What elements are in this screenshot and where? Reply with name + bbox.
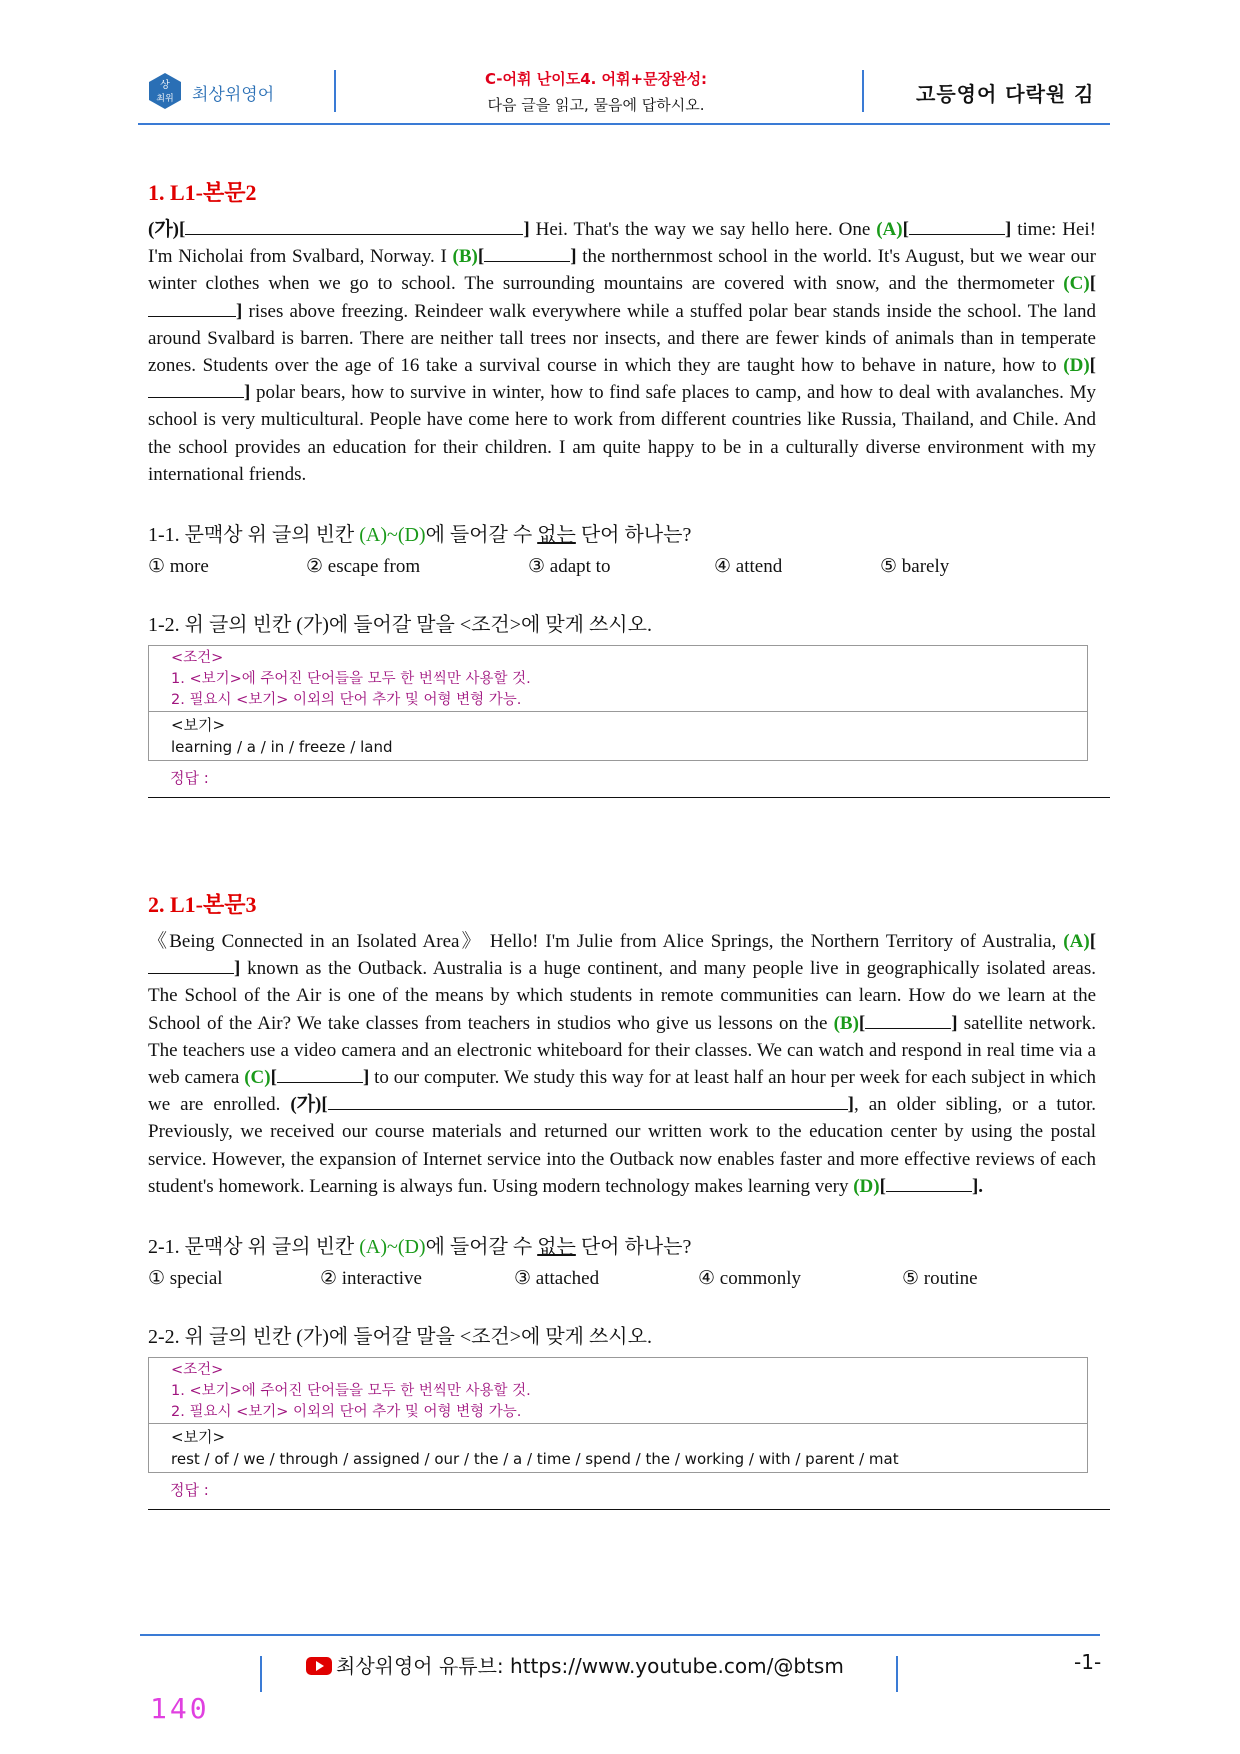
- passage-text: to our computer. We study this way for at least half an hour per week for each subject in which we are enrolled.: [148, 1067, 1097, 1116]
- blank-label: (가): [148, 219, 180, 240]
- svg-text:최위: 최위: [156, 94, 174, 104]
- youtube-icon: [306, 1657, 332, 1675]
- blank-label: (가): [290, 1094, 322, 1116]
- question-2-1: [148, 1230, 1096, 1259]
- blank-label: (C): [244, 1067, 271, 1089]
- passage-text: Hei. That's the way we say hello here. One: [535, 219, 871, 240]
- choice-4[interactable]: ④ attend: [714, 556, 783, 578]
- question-text: 에 들어갈 수: [425, 1236, 533, 1259]
- footer-divider: [260, 1656, 262, 1692]
- word-bank-words: rest / of / we / through / assigned / our / the / a / time / spend / the / working / with / parent / mat: [171, 1450, 899, 1469]
- section-title: 1. L1-본문2: [148, 180, 257, 205]
- answer-label: 정답 :: [170, 1481, 209, 1500]
- answer-blank[interactable]: [328, 1091, 848, 1110]
- question-emphasis: 없는: [537, 524, 576, 547]
- passage-text: time: Hei! I'm Nicholai from Svalbard, Norway. I: [148, 219, 1097, 268]
- question-text: 에 들어갈 수: [425, 524, 533, 547]
- passage-text: the northernmost school in the world. It's August, but we wear our winter clothes when we go to school. The surrounding mountains are covered with snow, and the thermometer: [148, 246, 1096, 295]
- condition-box: [148, 1357, 1088, 1473]
- passage: (가)[ ] Hei. That's the way we say hello here. One (A)[ ] time: Hei! I'm Nicholai from Svalbard, Norway. I (B)[ ] the northernmost school in the world. It's August, but we wear our winter clothes when we go to school. The surrounding mountains are covered with snow, and the thermometer (C)[] rises above freezing. Reindeer walk everywhere while a stuffed polar bear stands inside the school. The land around Svalbard is barren. There are neither tall trees nor insects, and there are fewer kinds of animals than in temperate zones. Students over the age of 16 take a survival course in which they are taught how to behave in nature, how to (D)[] polar bears, how to survive in winter, how to find safe places to camp, and how to deal with avalanches. My school is very multicultural. People have come here to work from different countries like Russia, Thailand, and Chile. And the school provides an education for their children. I am quite happy to be in a culturally diverse environment with my international friends.: [148, 216, 1096, 488]
- choice-1[interactable]: ① special: [148, 1268, 223, 1290]
- section-1: [148, 176, 1096, 798]
- section-2: [148, 888, 1096, 1510]
- condition-box: [148, 645, 1088, 761]
- brand-name: 최상위영어: [192, 85, 275, 105]
- header-course-name: 고등영어 다락원 김: [916, 82, 1095, 106]
- condition-label: <조건>: [171, 1362, 224, 1379]
- answer-line[interactable]: [148, 761, 1110, 798]
- choice-2[interactable]: ② interactive: [320, 1268, 422, 1290]
- svg-text:상: 상: [160, 80, 170, 91]
- answer-line[interactable]: [148, 1473, 1110, 1510]
- section-title: 2. L1-본문3: [148, 892, 257, 917]
- footer-youtube-link[interactable]: [306, 1650, 844, 1679]
- conditions: [149, 1358, 1087, 1424]
- question-emphasis: 없는: [537, 1236, 576, 1259]
- choice-5[interactable]: ⑤ barely: [880, 556, 950, 578]
- question-text: 2-1. 문맥상 위 글의 빈칸: [148, 1236, 355, 1259]
- condition-item: 1. <보기>에 주어진 단어들을 모두 한 번씩만 사용할 것.: [171, 671, 531, 688]
- word-bank: [149, 712, 1087, 760]
- blank-label: (A): [1063, 931, 1090, 952]
- footer-rule: [140, 1634, 1100, 1636]
- question-1-2: 1-2. 위 글의 빈칸 (가)에 들어갈 말을 <조건>에 맞게 쓰시오.: [148, 614, 652, 637]
- answer-blank[interactable]: [886, 1173, 972, 1192]
- answer-blank[interactable]: [185, 216, 523, 235]
- question-text: 1-1. 문맥상 위 글의 빈칸: [148, 524, 355, 547]
- answer-blank[interactable]: [484, 243, 570, 262]
- choice-3[interactable]: ③ adapt to: [528, 556, 611, 578]
- brand-logo-icon: [148, 72, 182, 110]
- condition-label: <조건>: [171, 650, 224, 667]
- blank-label: (D): [853, 1175, 880, 1197]
- blank-label: (C): [1063, 273, 1090, 295]
- choice-1[interactable]: ① more: [148, 556, 209, 578]
- header-rule: [138, 123, 1110, 125]
- answer-blank[interactable]: [865, 1010, 951, 1029]
- word-bank-label: <보기>: [171, 1428, 226, 1447]
- blank-label: (B): [452, 246, 478, 268]
- condition-item: 1. <보기>에 주어진 단어들을 모두 한 번씩만 사용할 것.: [171, 1383, 531, 1400]
- answer-blank[interactable]: [148, 379, 244, 398]
- question-1-1: [148, 518, 1096, 547]
- question-range: (A)~(D): [359, 524, 426, 547]
- passage-text: 《Being Connected in an Isolated Area》 Hello! I'm Julie from Alice Springs, the Northern Territory of Australia,: [148, 931, 1057, 952]
- page-number: -1-: [1074, 1650, 1102, 1674]
- passage-text: known as the Outback. Australia is a huge continent, and many people live in geographically isolated areas. The School of the Air is one of the means by which students in remote communities can learn. How do we learn at the School of the Air? We take classes from teachers in studios who give us lessons on the: [148, 958, 1096, 1034]
- passage-text: polar bears, how to survive in winter, how to find safe places to camp, and how to deal with avalanches. My school is very multicultural. People have come here to work from different countries like Russia, Thailand, and Chile. And the school provides an education for their children. I am quite happy to be in a culturally diverse environment with my international friends.: [148, 382, 1097, 485]
- blank-label: (A): [876, 219, 903, 240]
- question-text: 단어 하나는?: [580, 1236, 692, 1259]
- footer-divider: [896, 1656, 898, 1692]
- choice-4[interactable]: ④ commonly: [698, 1268, 802, 1290]
- word-bank-label: <보기>: [171, 716, 226, 735]
- blank-label: (B): [833, 1012, 859, 1034]
- word-bank: [149, 1424, 1087, 1472]
- answer-blank[interactable]: [277, 1064, 363, 1083]
- header-divider: [862, 70, 864, 112]
- page-header: [0, 0, 1240, 130]
- conditions: [149, 646, 1087, 712]
- condition-item: 2. 필요시 <보기> 이외의 단어 추가 및 어형 변형 가능.: [171, 1404, 522, 1421]
- passage-text: rises above freezing. Reindeer walk everywhere while a stuffed polar bear stands inside the school. The land around Svalbard is barren. There are neither tall trees nor insects, and there are fewer kinds of animals than in temperate zones. Students over the age of 16 take a survival course in which they are taught how to behave in nature, how to: [148, 300, 1097, 377]
- page-stamp: 140: [150, 1692, 210, 1725]
- word-bank-words: learning / a / in / freeze / land: [171, 738, 393, 757]
- question-2-2: 2-2. 위 글의 빈칸 (가)에 들어갈 말을 <조건>에 맞게 쓰시오.: [148, 1326, 652, 1349]
- choice-2[interactable]: ② escape from: [306, 556, 421, 578]
- question-range: (A)~(D): [359, 1236, 426, 1259]
- blank-label: (D): [1063, 355, 1090, 377]
- passage-text: , an older sibling, or a tutor. Previously, we received our course materials and returned our written work to the education center by using the postal service. However, the expansion of Internet service into the Outback now enables faster and more effective reviews of each student's homework. Learning is always fun. Using modern technology makes learning very: [148, 1094, 1096, 1197]
- footer-text: 최상위영어 유튜브: https://www.youtube.com/@btsm: [336, 1654, 844, 1678]
- passage: 《Being Connected in an Isolated Area》 Hello! I'm Julie from Alice Springs, the Northern Territory of Australia, (A)[] known as the Outback. Australia is a huge continent, and many people live in geographically isolated areas. The School of the Air is one of the means by which students in remote communities can learn. How do we learn at the School of the Air? We take classes from teachers in studios who give us lessons on the (B)[ ] satellite network. The teachers use a video camera and an electronic whiteboard for their classes. We can watch and respond in real time via a web camera (C)[ ] to our computer. We study this way for at least half an hour per week for each subject in which we are enrolled. (가)[ ], an older sibling, or a tutor. Previously, we received our course materials and returned our written work to the education center by using the postal service. However, the expansion of Internet service into the Outback now enables faster and more effective reviews of each student's homework. Learning is always fun. Using modern technology makes learning very (D)[ ].: [148, 931, 1097, 1197]
- answer-label: 정답 :: [170, 769, 209, 788]
- answer-blank[interactable]: [148, 955, 234, 974]
- passage-text: satellite network. The teachers use a video camera and an electronic whiteboard for their classes. We can watch and respond in real time via a web camera: [148, 1012, 1096, 1089]
- choice-list: [148, 555, 1096, 578]
- condition-item: 2. 필요시 <보기> 이외의 단어 추가 및 어형 변형 가능.: [171, 692, 522, 709]
- question-text: 단어 하나는?: [580, 524, 692, 547]
- header-subtitle: 다음 글을 읽고, 물음에 답하시오.: [487, 96, 705, 114]
- header-title: C-어휘 난이도4. 어휘+문장완성:: [484, 70, 708, 88]
- choice-5[interactable]: ⑤ routine: [902, 1268, 978, 1290]
- answer-blank[interactable]: [909, 216, 1005, 235]
- choice-list: [148, 1267, 1096, 1290]
- choice-3[interactable]: ③ attached: [514, 1268, 600, 1290]
- answer-blank[interactable]: [148, 298, 236, 317]
